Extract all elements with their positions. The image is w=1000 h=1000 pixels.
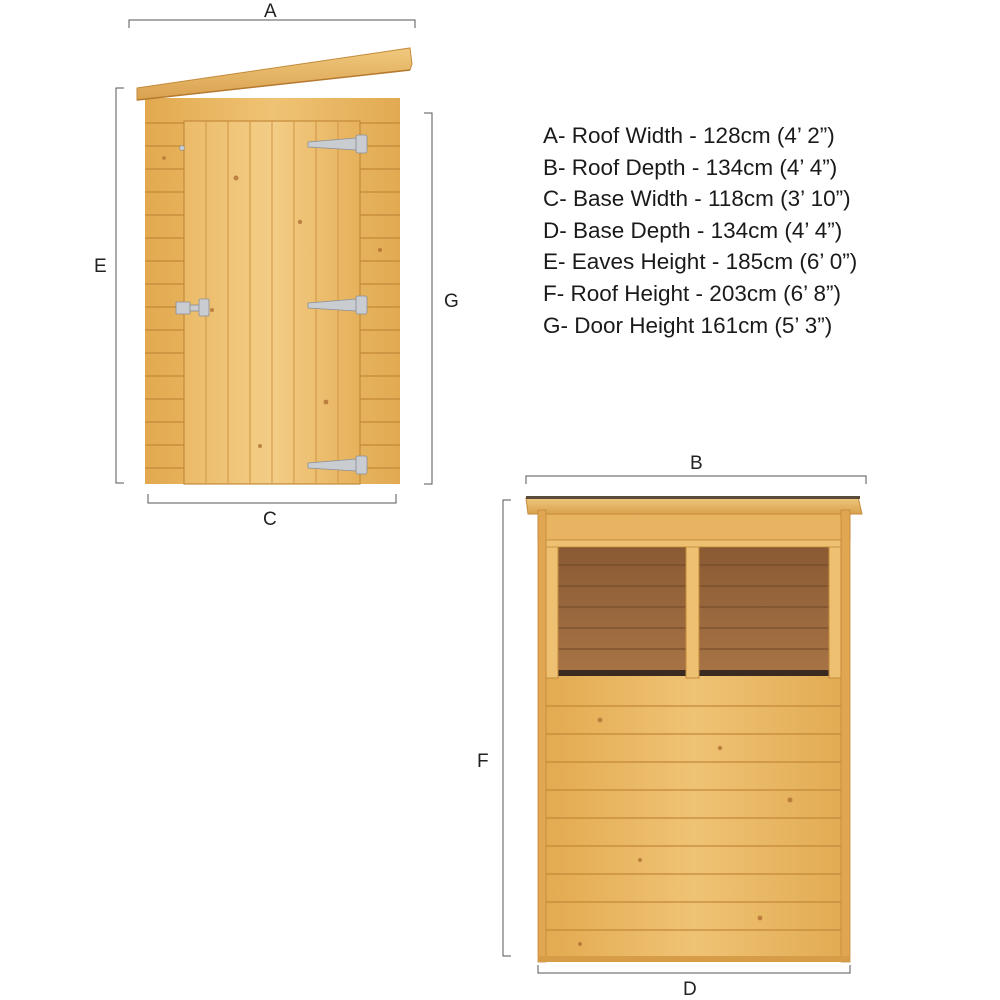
dim-line-c <box>148 494 396 503</box>
window-frame-right <box>829 540 841 678</box>
dim-line-g <box>424 113 432 484</box>
dim-line-b <box>526 476 866 484</box>
dim-line-e <box>116 88 124 483</box>
spec-item: G- Door Height 161cm (5’ 3”) <box>543 312 833 338</box>
side-roof <box>526 497 862 514</box>
spec-item: C- Base Width - 118cm (3’ 10”) <box>543 186 851 212</box>
label-b: B <box>690 453 703 474</box>
front-view <box>137 48 412 484</box>
dim-line-f <box>503 500 511 956</box>
window-frame-left <box>546 540 558 678</box>
side-view <box>526 496 862 962</box>
label-g: G <box>444 291 459 312</box>
label-c: C <box>263 509 277 530</box>
spec-item: D- Base Depth - 134cm (4’ 4”) <box>543 217 843 243</box>
label-d: D <box>683 979 697 1000</box>
spec-item: B- Roof Depth - 134cm (4’ 4”) <box>543 154 838 180</box>
label-f: F <box>477 751 489 772</box>
spec-list <box>543 120 857 341</box>
window-frame-mid <box>686 540 699 678</box>
spec-item: E- Eaves Height - 185cm (6’ 0”) <box>543 249 858 275</box>
dim-line-d <box>538 965 850 973</box>
spec-item: F- Roof Height - 203cm (6’ 8”) <box>543 280 842 306</box>
label-a: A <box>264 1 277 22</box>
label-e: E <box>94 256 107 277</box>
spec-item: A- Roof Width - 128cm (4’ 2”) <box>543 123 835 148</box>
